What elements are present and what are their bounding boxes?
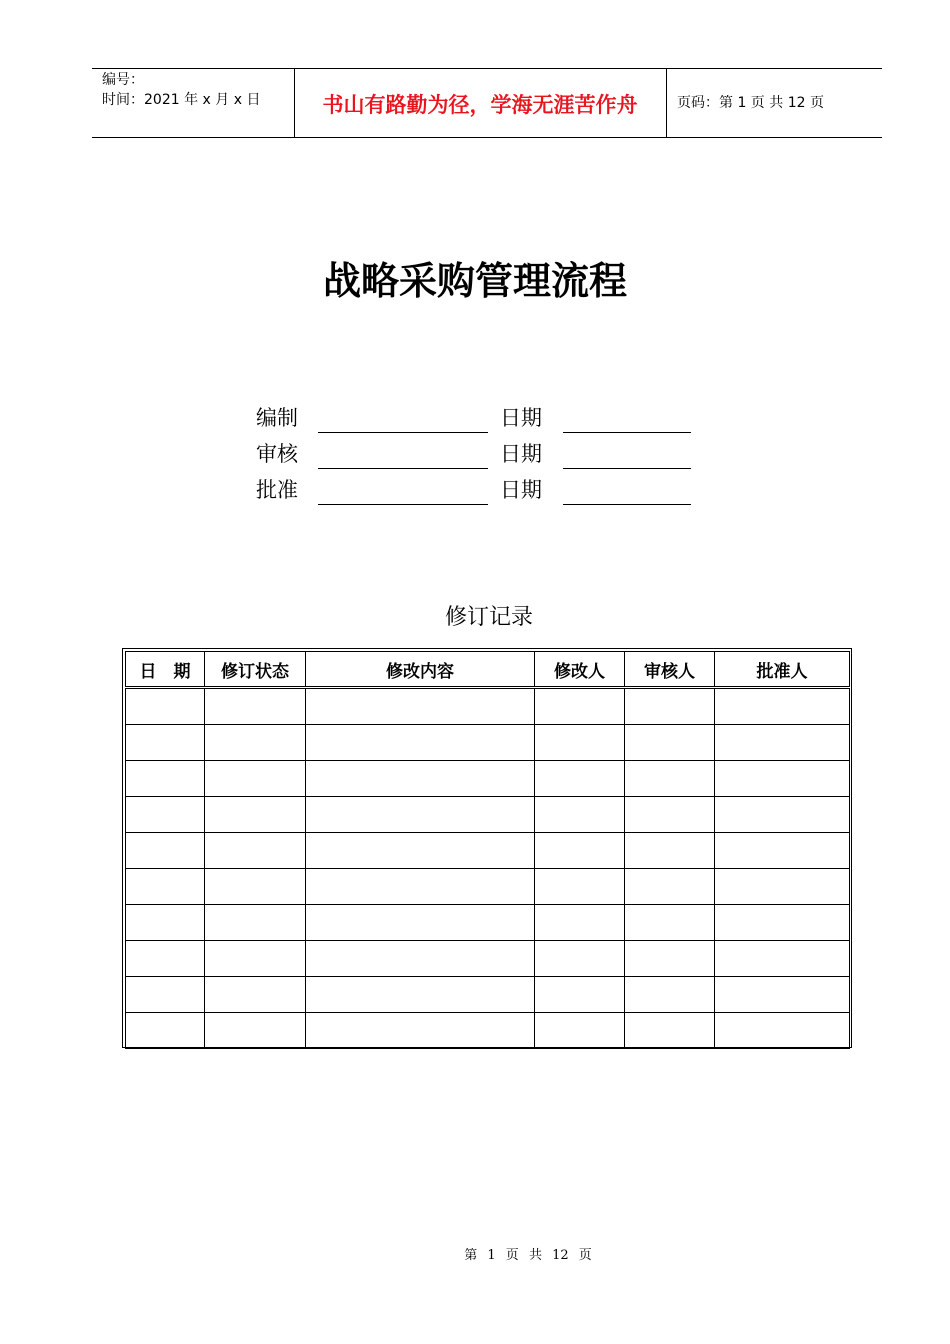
table-cell[interactable]	[715, 869, 850, 905]
revision-table-header-row	[126, 652, 850, 688]
footer-total-pages: 12	[552, 1248, 569, 1263]
table-cell[interactable]	[306, 761, 535, 797]
table-cell[interactable]	[625, 869, 715, 905]
footer-page-number: 1	[487, 1248, 496, 1263]
table-cell[interactable]	[306, 1013, 535, 1049]
table-cell[interactable]	[126, 977, 205, 1013]
signoff-date-label-1: 日期	[500, 406, 542, 430]
signoff-label-review: 审核	[256, 442, 298, 466]
table-row	[126, 905, 850, 941]
table-cell[interactable]	[126, 1013, 205, 1049]
table-row	[126, 941, 850, 977]
signoff-date-label-2: 日期	[500, 442, 542, 466]
table-cell[interactable]	[205, 761, 306, 797]
document-time: 时间：2021 年 x 月 x 日	[102, 92, 261, 108]
table-cell[interactable]	[715, 941, 850, 977]
table-cell[interactable]	[715, 1013, 850, 1049]
table-cell[interactable]	[205, 833, 306, 869]
table-cell[interactable]	[205, 725, 306, 761]
table-cell[interactable]	[205, 905, 306, 941]
header-motto: 书山有路勤为径，学海无涯苦作舟	[322, 93, 638, 117]
col-header-reviewer: 审核人	[625, 652, 715, 688]
table-cell[interactable]	[126, 688, 205, 725]
table-row	[126, 797, 850, 833]
table-cell[interactable]	[306, 869, 535, 905]
table-cell[interactable]	[535, 833, 625, 869]
col-header-status: 修订状态	[205, 652, 306, 688]
table-cell[interactable]	[306, 905, 535, 941]
table-cell[interactable]	[715, 688, 850, 725]
table-row	[126, 833, 850, 869]
table-cell[interactable]	[535, 1013, 625, 1049]
table-cell[interactable]	[126, 797, 205, 833]
table-cell[interactable]	[535, 977, 625, 1013]
signoff-label-approve: 批准	[256, 478, 298, 502]
table-cell[interactable]	[205, 869, 306, 905]
signoff-date-field-3[interactable]	[563, 504, 691, 505]
table-cell[interactable]	[625, 761, 715, 797]
document-title: 战略采购管理流程	[322, 258, 627, 303]
signoff-date-field-2[interactable]	[563, 468, 691, 469]
table-cell[interactable]	[625, 977, 715, 1013]
table-cell[interactable]	[625, 1013, 715, 1049]
signoff-label-prepared: 编制	[256, 406, 298, 430]
table-cell[interactable]	[126, 941, 205, 977]
table-cell[interactable]	[306, 797, 535, 833]
table-cell[interactable]	[535, 869, 625, 905]
table-cell[interactable]	[306, 941, 535, 977]
signoff-date-field-1[interactable]	[563, 432, 691, 433]
table-cell[interactable]	[535, 761, 625, 797]
table-cell[interactable]	[625, 688, 715, 725]
table-cell[interactable]	[205, 941, 306, 977]
table-cell[interactable]	[625, 905, 715, 941]
table-cell[interactable]	[535, 725, 625, 761]
table-cell[interactable]	[126, 833, 205, 869]
table-cell[interactable]	[715, 797, 850, 833]
table-cell[interactable]	[126, 905, 205, 941]
table-row	[126, 688, 850, 725]
signoff-date-label-3: 日期	[500, 478, 542, 502]
table-cell[interactable]	[715, 761, 850, 797]
table-cell[interactable]	[205, 688, 306, 725]
table-cell[interactable]	[715, 833, 850, 869]
table-cell[interactable]	[205, 1013, 306, 1049]
revision-table-frame	[122, 648, 852, 1048]
table-cell[interactable]	[535, 905, 625, 941]
header-page-info: 页码：第 1 页 共 12 页	[677, 95, 824, 111]
footer-suffix: 页	[578, 1248, 592, 1263]
table-row	[126, 1013, 850, 1049]
page-footer	[0, 1248, 950, 1264]
revision-table-body	[126, 688, 850, 1049]
col-header-modifier: 修改人	[535, 652, 625, 688]
table-cell[interactable]	[535, 941, 625, 977]
table-cell[interactable]	[625, 797, 715, 833]
table-cell[interactable]	[306, 833, 535, 869]
table-row	[126, 977, 850, 1013]
table-cell[interactable]	[535, 688, 625, 725]
footer-total-word: 共	[528, 1248, 542, 1263]
signoff-approve-field[interactable]	[318, 504, 488, 505]
table-cell[interactable]	[205, 797, 306, 833]
header-motto-cell	[294, 69, 667, 137]
table-cell[interactable]	[126, 725, 205, 761]
document-number-label: 编号：	[102, 72, 144, 88]
header-left-cell	[92, 69, 295, 137]
table-row	[126, 725, 850, 761]
table-cell[interactable]	[625, 941, 715, 977]
signoff-review-field[interactable]	[318, 468, 488, 469]
table-cell[interactable]	[306, 688, 535, 725]
page-header	[92, 68, 882, 138]
table-cell[interactable]	[715, 725, 850, 761]
table-row	[126, 869, 850, 905]
footer-prefix: 第	[464, 1248, 478, 1263]
table-cell[interactable]	[306, 977, 535, 1013]
signoff-prepared-field[interactable]	[318, 432, 488, 433]
table-row	[126, 761, 850, 797]
table-cell[interactable]	[715, 977, 850, 1013]
col-header-content: 修改内容	[306, 652, 535, 688]
table-cell[interactable]	[535, 797, 625, 833]
revision-record-title: 修订记录	[444, 605, 533, 630]
revision-table	[125, 651, 850, 1049]
table-cell[interactable]	[715, 905, 850, 941]
header-page-cell	[667, 69, 882, 137]
table-cell[interactable]	[306, 725, 535, 761]
footer-page-word: 页	[505, 1248, 519, 1263]
col-header-date: 日 期	[126, 652, 205, 688]
table-cell[interactable]	[126, 869, 205, 905]
table-cell[interactable]	[625, 833, 715, 869]
table-cell[interactable]	[625, 725, 715, 761]
table-cell[interactable]	[205, 977, 306, 1013]
col-header-approver: 批准人	[715, 652, 850, 688]
table-cell[interactable]	[126, 761, 205, 797]
